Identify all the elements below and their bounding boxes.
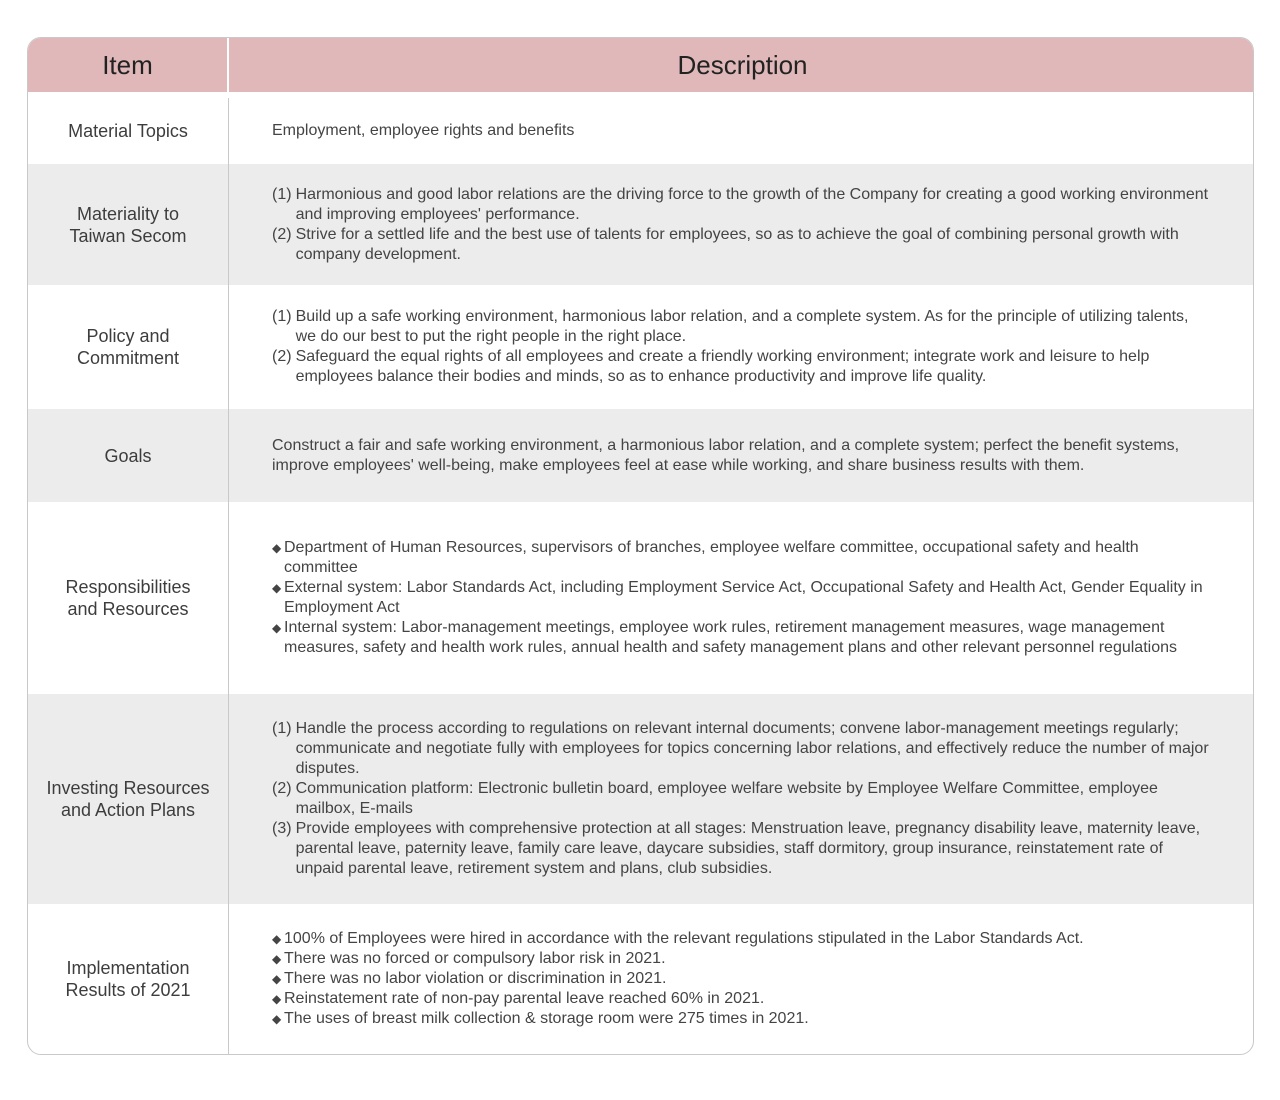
row-item-label: Goals: [104, 445, 152, 466]
diamond-bullet-icon: ◆: [272, 932, 282, 946]
list-text: Communication platform: Electronic bulletin board, employee welfare website by Employee Welfare Committee, employee mailbox, E-mails: [295, 780, 1158, 817]
list-text: There was no forced or compulsory labor risk in 2021.: [284, 950, 666, 967]
row-item-label: Investing Resources and Action Plans: [46, 778, 210, 820]
row-item-label: Policy and Commitment: [76, 326, 179, 368]
diamond-bullet-icon: ◆: [272, 581, 282, 595]
numbered-list-item: [272, 307, 1213, 347]
table-row-policy-commitment: [28, 285, 1253, 409]
diamond-bullet-icon: ◆: [272, 621, 282, 635]
row-description: [229, 164, 1253, 285]
numbered-list-item: [272, 719, 1213, 779]
row-description: [229, 694, 1253, 904]
numbered-list-item: [272, 779, 1213, 819]
list-number: (1): [272, 185, 292, 203]
bullet-list-item: [272, 1009, 1213, 1029]
bullet-list-item: [272, 929, 1213, 949]
list-text: The uses of breast milk collection & storage room were 275 times in 2021.: [284, 1010, 809, 1027]
bullet-list-item: [272, 969, 1213, 989]
list-text: 100% of Employees were hired in accordance with the relevant regulations stipulated in the Labor Standards Act.: [284, 930, 1084, 947]
row-description: [229, 904, 1253, 1054]
list-number: (2): [272, 348, 292, 365]
bullet-list-item: [272, 538, 1213, 578]
row-item-label: Implementation Results of 2021: [65, 958, 191, 1000]
description-text: Construct a fair and safe working environment, a harmonious labor relation, and a complete system; perfect the benefit systems, improve employees' well-being, make employees feel at ease while working, and share business results with them.: [272, 436, 1180, 474]
row-item-label: Responsibilities and Resources: [65, 577, 191, 619]
bullet-list-item: [272, 618, 1213, 658]
row-description: [229, 98, 1253, 164]
row-description: [229, 409, 1253, 502]
materiality-table: [27, 37, 1254, 1055]
diamond-bullet-icon: ◆: [272, 992, 282, 1006]
table-row-goals: [28, 409, 1253, 502]
list-number: (2): [272, 780, 292, 797]
numbered-list-item: [272, 185, 1213, 225]
list-number: (1): [272, 308, 292, 325]
numbered-list-item: [272, 819, 1213, 879]
row-description: [229, 502, 1253, 694]
row-item-label: Material Topics: [68, 121, 188, 141]
diamond-bullet-icon: ◆: [272, 952, 282, 966]
list-text: Provide employees with comprehensive protection at all stages: Menstruation leave, pregnancy disability leave, maternity leave, parental leave, paternity leave, family care leave, daycare subsidies, staff dormitory, group insurance, reinstatement rate of unpaid parental leave, retirement system and plans, club subsidies.: [295, 820, 1201, 877]
bullet-list-item: [272, 949, 1213, 969]
list-text: Harmonious and good labor relations are the driving force to the growth of the Company for creating a good working environment and improving employees' performance.: [295, 185, 1209, 223]
row-item-label: Materiality to Taiwan Secom: [69, 203, 187, 246]
header-item: Item: [28, 38, 229, 92]
table-row-implementation-results: [28, 904, 1253, 1054]
table-row-materiality: [28, 164, 1253, 285]
diamond-bullet-icon: ◆: [272, 1012, 282, 1026]
list-text: Safeguard the equal rights of all employees and create a friendly working environment; integrate work and leisure to help employees balance their bodies and minds, so as to enhance productivity and improve life quality.: [295, 348, 1150, 385]
description-text: Employment, employee rights and benefits: [272, 122, 575, 139]
list-text: Build up a safe working environment, harmonious labor relation, and a complete system. As for the principle of utilizing talents, we do our best to put the right people in the right place.: [295, 308, 1189, 345]
diamond-bullet-icon: ◆: [272, 541, 282, 555]
list-text: There was no labor violation or discrimination in 2021.: [284, 970, 667, 987]
list-number: (1): [272, 720, 292, 737]
bullet-list-item: [272, 578, 1213, 618]
bullet-list-item: [272, 989, 1213, 1009]
list-text: Internal system: Labor-management meetings, employee work rules, retirement management measures, wage management measures, safety and health work rules, annual health and safety management plans and other relevant personnel regulations: [284, 619, 1177, 656]
table-row-responsibilities: [28, 502, 1253, 694]
table-header: [28, 38, 1253, 92]
diamond-bullet-icon: ◆: [272, 972, 282, 986]
list-number: (2): [272, 225, 292, 243]
list-text: Department of Human Resources, supervisors of branches, employee welfare committee, occupational safety and health committee: [284, 539, 1139, 576]
list-text: External system: Labor Standards Act, including Employment Service Act, Occupational Safety and Health Act, Gender Equality in Employment Act: [284, 579, 1203, 616]
list-text: Handle the process according to regulations on relevant internal documents; convene labor-management meetings regularly; communicate and negotiate fully with employees for topics concerning labor relations, and effectively reduce the number of major disputes.: [295, 720, 1209, 777]
list-text: Reinstatement rate of non-pay parental leave reached 60% in 2021.: [284, 990, 765, 1007]
list-number: (3): [272, 820, 292, 837]
table-row-investing-resources: [28, 694, 1253, 904]
table-row-material-topics: [28, 98, 1253, 164]
header-description: Description: [677, 50, 808, 80]
row-description: [229, 285, 1253, 409]
numbered-list-item: [272, 225, 1213, 265]
numbered-list-item: [272, 347, 1213, 387]
list-text: Strive for a settled life and the best use of talents for employees, so as to achieve the goal of combining personal growth with company development.: [295, 225, 1179, 263]
